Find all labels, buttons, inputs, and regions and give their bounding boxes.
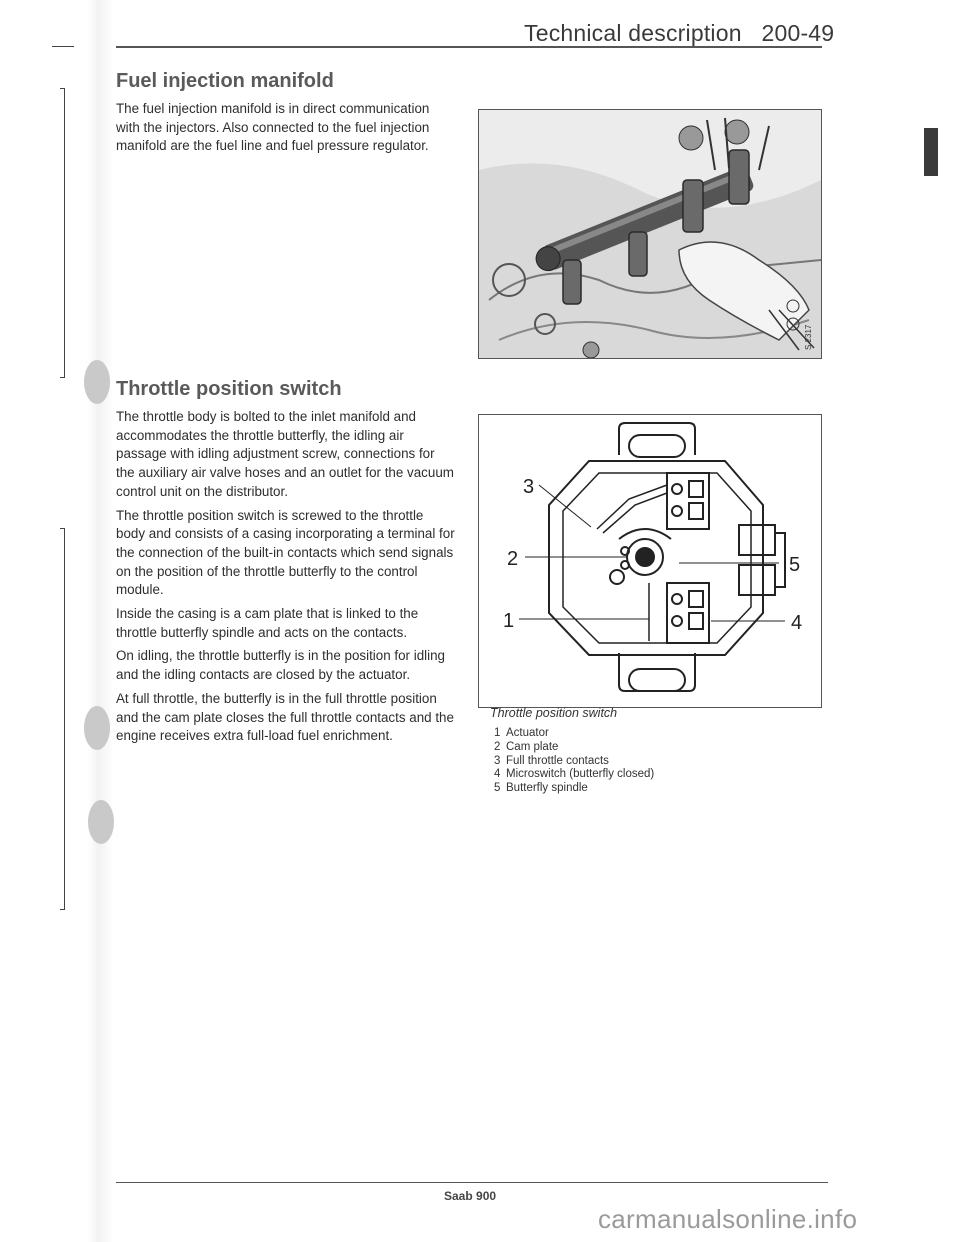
- page-header-title: Technical description 200-49: [524, 20, 835, 46]
- legend-item: 2 Cam plate: [494, 740, 559, 753]
- watermark: carmanualsonline.info: [598, 1204, 858, 1234]
- callout-3: 3: [523, 476, 535, 498]
- paragraph: At full throttle, the butterfly is in the full throttle position and the cam plate closes the full throttle contacts and the engine receives extra full-load fuel enrichment.: [116, 690, 454, 744]
- photo-code: S 2317: [804, 324, 813, 350]
- figure-legend: [494, 727, 654, 796]
- margin-bracket: [60, 88, 65, 378]
- paragraph: On idling, the throttle butterfly is in the position for idling and the idling contacts are closed by the actuator.: [116, 648, 445, 683]
- throttle-switch-diagram: [478, 414, 822, 708]
- section-tab-marker: [924, 128, 938, 176]
- binder-hole: [84, 360, 110, 404]
- paragraph: The fuel injection manifold is in direct communication with the injectors. Also connected to the fuel injection manifold are the fuel line and fuel pressure regulator.: [116, 101, 430, 154]
- footer-rule: [116, 1182, 828, 1183]
- callout-5: 5: [789, 554, 801, 576]
- margin-tick: [52, 46, 74, 47]
- figure-caption: Throttle position switch: [490, 706, 618, 720]
- paragraph: The throttle body is bolted to the inlet manifold and accommodates the throttle butterfly, the idling air passage with idling adjustment screw, connections for the auxiliary air valve hoses and an outlet for the vacuum control unit on the distributor.: [116, 409, 454, 499]
- fuel-manifold-photo: [478, 109, 822, 359]
- switch-drawing: [479, 415, 821, 707]
- fuel-manifold-body: [116, 100, 456, 161]
- header-rule: [116, 46, 822, 48]
- manifold-illustration: [479, 110, 821, 358]
- legend-item: 4 Microswitch (butterfly closed): [494, 768, 655, 781]
- legend-item: 5 Butterfly spindle: [494, 782, 588, 795]
- legend-item: 1 Actuator: [494, 727, 549, 739]
- margin-bracket: [60, 528, 65, 910]
- section-title-throttle-switch: Throttle position switch: [116, 378, 342, 400]
- callout-2: 2: [507, 548, 519, 570]
- paragraph: Inside the casing is a cam plate that is linked to the throttle butterfly spindle and acts on the contacts.: [116, 606, 419, 640]
- legend-item: 3 Full throttle contacts: [494, 754, 609, 767]
- binder-hole: [84, 706, 110, 750]
- section-title-fuel-manifold: Fuel injection manifold: [116, 70, 334, 92]
- binder-hole: [88, 800, 114, 844]
- paragraph: The throttle position switch is screwed to the throttle body and consists of a casing incorporating a terminal for the connection of the built-in contacts which send signals on the position of the throttle butterfly to the control module.: [116, 507, 455, 598]
- footer-text: Saab 900: [444, 1189, 497, 1203]
- callout-1: 1: [503, 610, 515, 632]
- throttle-switch-body: [116, 408, 456, 751]
- callout-4: 4: [791, 612, 803, 634]
- binding-shadow: [88, 0, 114, 1242]
